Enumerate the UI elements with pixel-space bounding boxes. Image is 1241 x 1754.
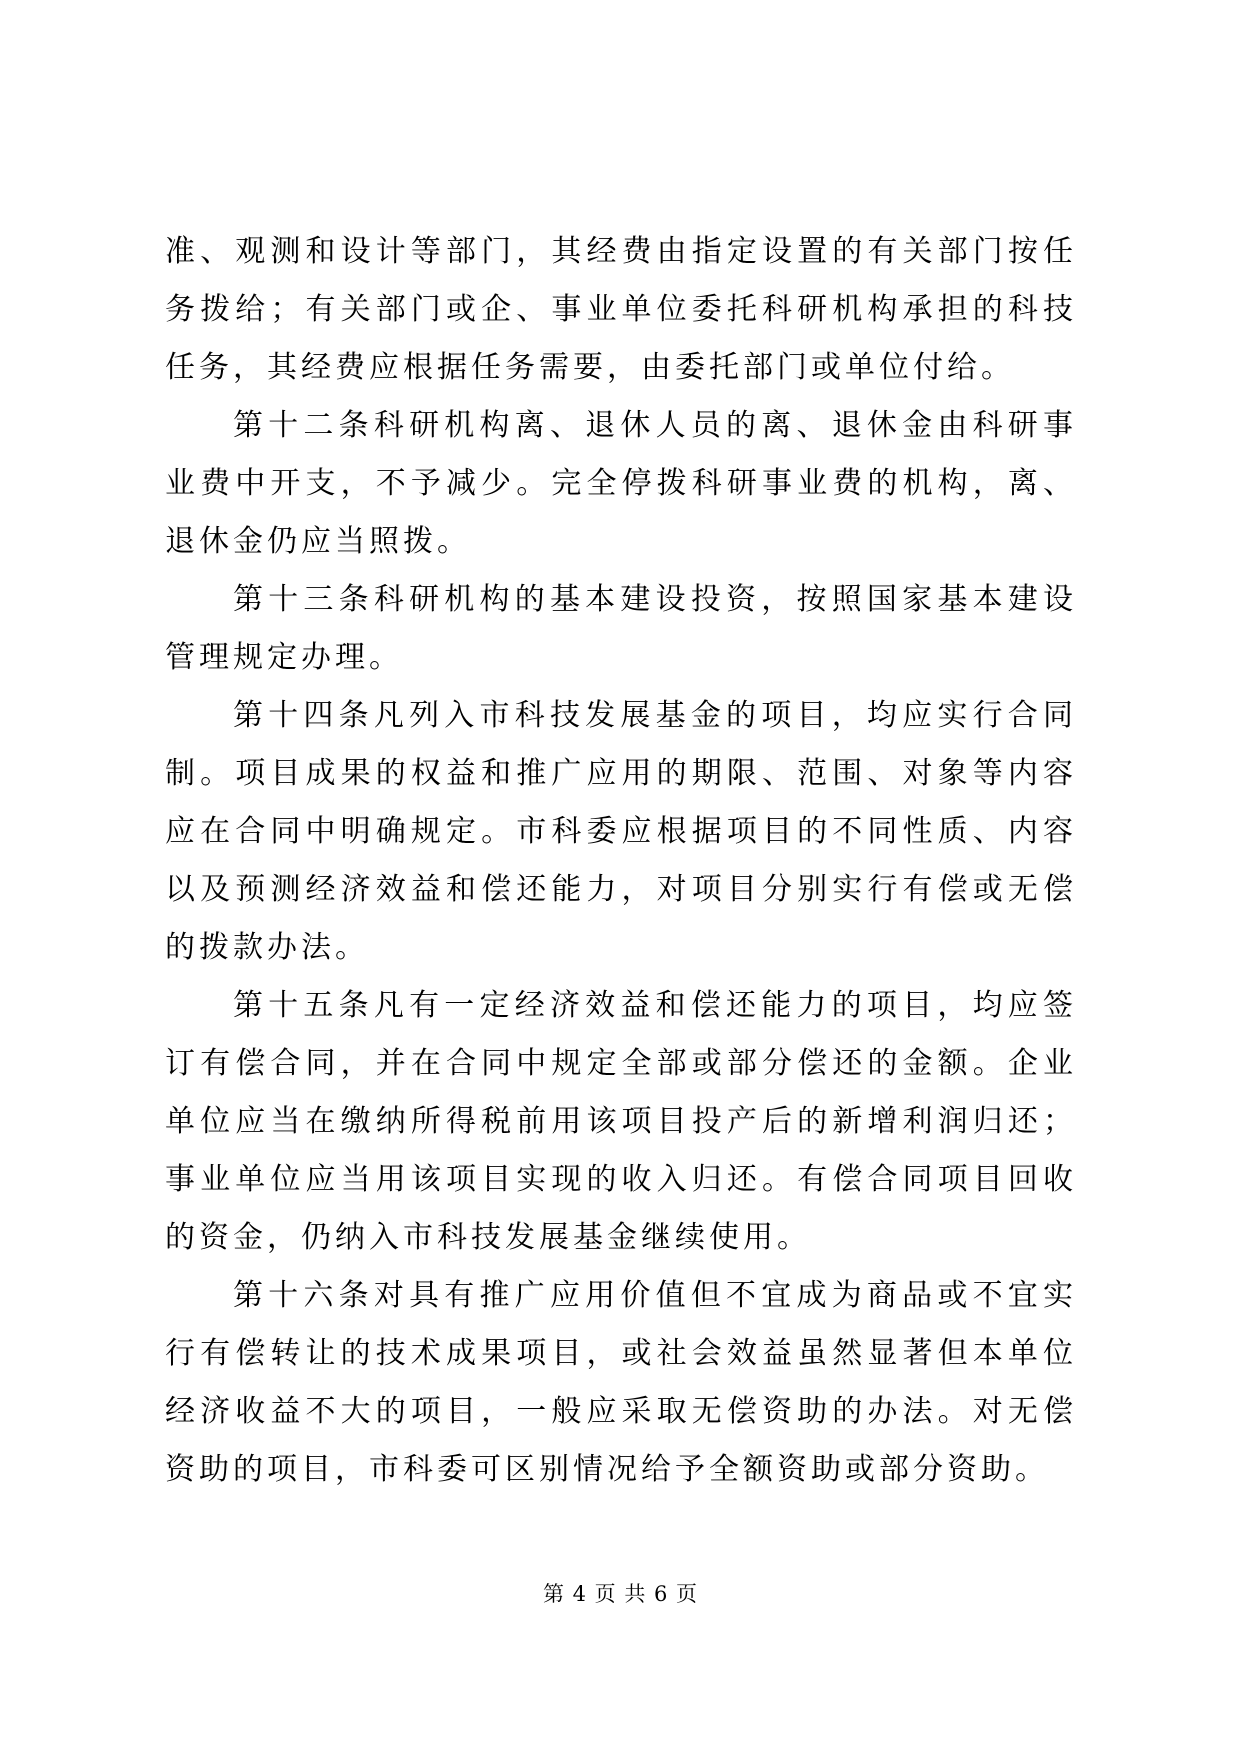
paragraph-continuation: 准、观测和设计等部门，其经费由指定设置的有关部门按任务拨给；有关部门或企、事业单位委托科研机构承担的科技任务，其经费应根据任务需要，由委托部门或单位付给。 — [165, 234, 1077, 385]
paragraph-article-15: 第十五条凡有一定经济效益和偿还能力的项目，均应签订有偿合同，并在合同中规定全部或部分偿还的金额。企业单位应当在缴纳所得税前用该项目投产后的新增利润归还；事业单位应当用该项目实现的收入归还。有偿合同项目回收的资金，仍纳入市科技发展基金继续使用。 — [165, 988, 1077, 1255]
paragraph-article-13: 第十三条科研机构的基本建设投资，按照国家基本建设管理规定办理。 — [165, 582, 1077, 675]
document-body — [165, 223, 1077, 1499]
paragraph-article-12: 第十二条科研机构离、退休人员的离、退休金由科研事业费中开支，不予减少。完全停拨科研事业费的机构，离、退休金仍应当照拨。 — [165, 408, 1077, 559]
page-number-footer: 第 4 页 共 6 页 — [542, 1582, 699, 1606]
paragraph-article-14: 第十四条凡列入市科技发展基金的项目，均应实行合同制。项目成果的权益和推广应用的期限、范围、对象等内容应在合同中明确规定。市科委应根据项目的不同性质、内容以及预测经济效益和偿还能力，对项目分别实行有偿或无偿的拨款办法。 — [165, 698, 1077, 965]
paragraph-article-16: 第十六条对具有推广应用价值但不宜成为商品或不宜实行有偿转让的技术成果项目，或社会效益虽然显著但本单位经济收益不大的项目，一般应采取无偿资助的办法。对无偿资助的项目，市科委可区别情况给予全额资助或部分资助。 — [165, 1278, 1077, 1487]
